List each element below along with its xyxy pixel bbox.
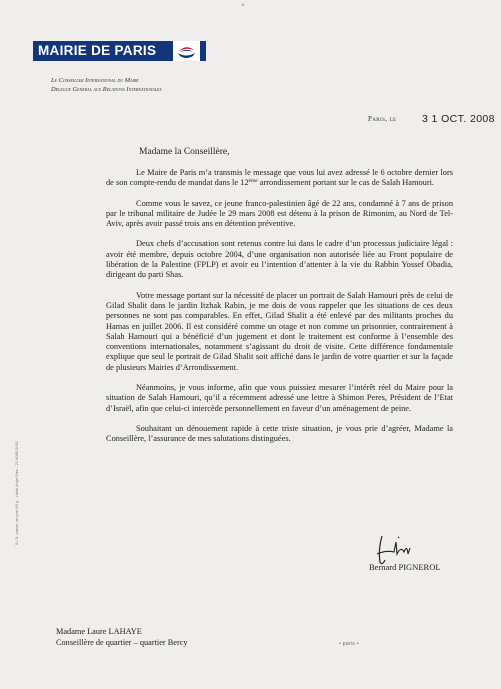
department-line-2: Delegue General aux Relations Internationales <box>51 85 162 93</box>
paper-side-text: R.I.D. papier recyclé 80 g - Label Ange Bleu - 21 6080 0001 <box>15 440 19 545</box>
superscript: ème <box>248 178 258 185</box>
paragraph-1: Le Maire de Paris m’a transmis le message que vous lui avez adressé le 6 octobre dernier lors de son compte-rendu de mandat dans le 12ème arrondissement portant sur le cas de Salah Hamouri. <box>106 168 453 188</box>
recipient-address <box>56 626 188 648</box>
paragraph-6: Souhaitant un dénouement rapide à cette triste situation, je vous prie d’agréer, Madame la Conseillère, l’assurance de mes salutations distinguées. <box>106 423 453 444</box>
recipient-name: Madame Laure LAHAYE <box>56 627 142 636</box>
paragraph-4: Votre message portant sur la nécessité de placer un portrait de Salah Hamouri près de celui de Gilad Shalit dans le jardin Itzhak Rabin, je me dois de vous rappeler que les situations de ces deux personnes ne sont pas comparables. En effet, Gilad Shalit a été enlevé par des militants proches du Hamas en juillet 2006. Il est considéré comme un otage et non comme un prisonnier, contrairement à Salah Hamouri qui a bénéficié d’un jugement et dont le traitement est conforme à l’ensemble des conventions internationales, notamment s’agissant du droit de visite. Cette différence fondamentale explique que seul le portrait de Gilad Shalit soit affiché dans le jardin de votre quartier et sur la façade de plusieurs Mairies d’Arrondissement. <box>106 290 453 372</box>
letter-body <box>106 168 453 455</box>
department-heading <box>51 77 291 94</box>
salutation: Madame la Conseillère, <box>139 147 230 157</box>
logo-text: MAIRIE DE PARIS <box>38 43 157 58</box>
paragraph-2: Comme vous le savez, ce jeune franco-palestinien âgé de 22 ans, condamné à 7 ans de prison par le tribunal militaire de Judée le 29 mars 2008 est détenu à la prison de Rimonim, au Nord de Tel-Aviv, après avoir passé trois ans en détention préventive. <box>106 198 453 229</box>
paragraph-5: Néanmoins, je vous informe, afin que vous puissiez mesurer l’intérêt réel du Maire pour la situation de Salah Hamouri, qu’il a récemment adressé une lettre à Shimon Peres, Président de l’Etat d’Israël, afin que celui-ci intercède personnellement en faveur d’un aménagement de peine. <box>106 383 453 413</box>
recipient-role: Conseillère de quartier – quartier Bercy <box>56 638 188 647</box>
date-label: Paris, le <box>368 115 397 123</box>
top-mark: ° <box>241 3 245 11</box>
ship-emblem-icon <box>173 41 200 61</box>
signer-name: Bernard PIGNEROL <box>369 562 441 572</box>
department-line-1: Le Conseiller International du Maire <box>51 77 139 84</box>
footer-paris-logo: • paris • <box>339 641 359 647</box>
paragraph-3: Deux chefs d’accusation sont retenus contre lui dans le cadre d’un processus judiciaire légal : avoir été membre, depuis octobre 2004, d’une organisation non autorisée liée au Front populaire de libération de la Palestine (FPLP) et avoir eu l’intention d’attenter à la vie du Rabbin Yossef Obadia, dirigeant du parti Shas. <box>106 239 453 280</box>
date-stamp: 3 1 OCT. 2008 <box>422 113 495 125</box>
